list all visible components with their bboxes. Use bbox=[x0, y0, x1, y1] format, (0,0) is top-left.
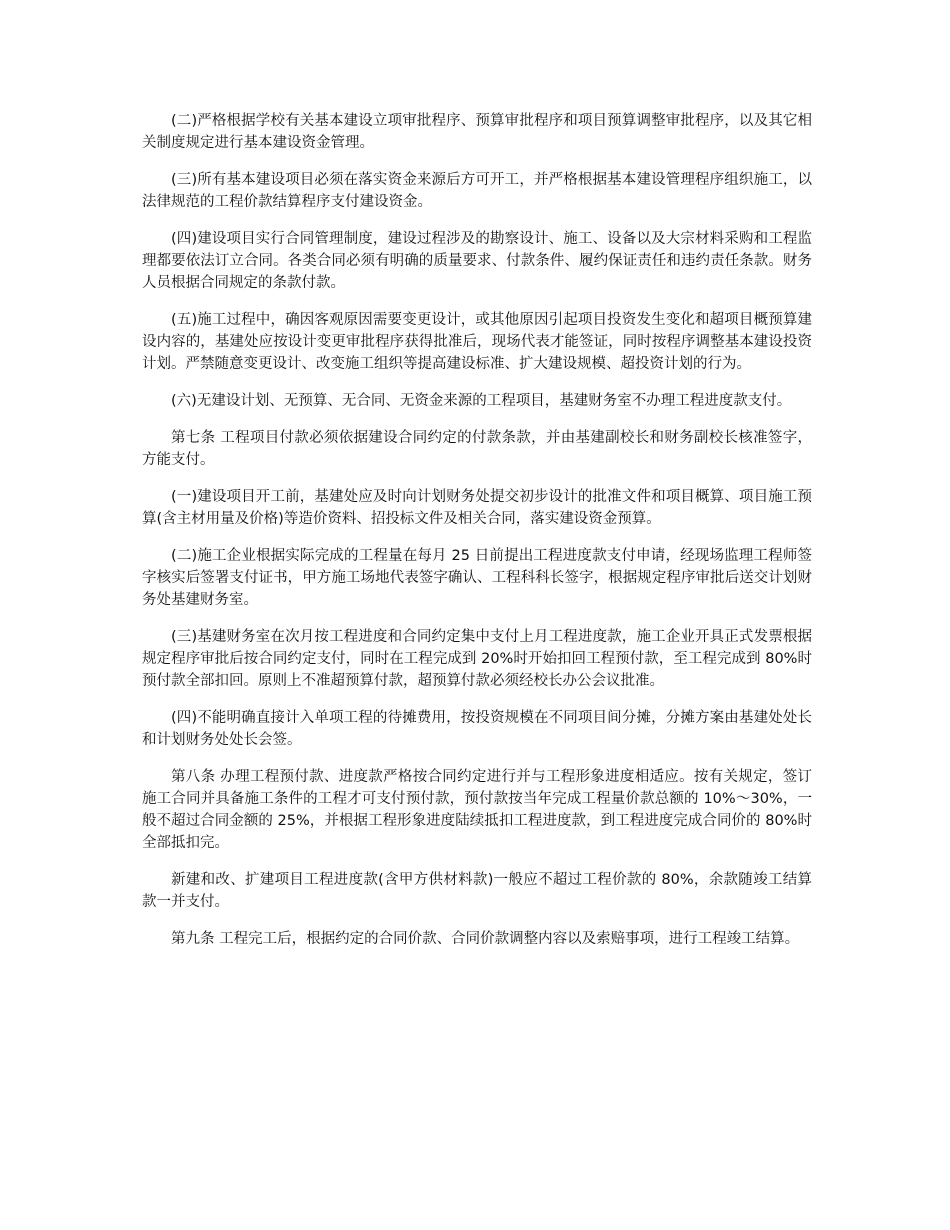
paragraph-article-9: 第九条 工程完工后，根据约定的合同价款、合同价款调整内容以及索赔事项，进行工程竣工结算。 bbox=[171, 931, 800, 947]
paragraph-progress-payment-limit: 新建和改、扩建项目工程进度款(含甲方供材料款)一般应不超过工程价款的 80%，余款随竣工结算款一并支付。 bbox=[142, 872, 812, 910]
paragraph-article-8: 第八条 办理工程预付款、进度款严格按合同约定进行并与工程形象进度相适应。按有关规定，签订施工合同并具备施工条件的工程才可支付预付款，预付款按当年完成工程量价款总额的 10%～30%，一般不超过合同金额的 25%，并根据工程形象进度陆续抵扣工程进度款，到工程进度完成合同价的 80%时全部抵扣完。 bbox=[142, 769, 812, 851]
paragraph-no-payment-conditions: (六)无建设计划、无预算、无合同、无资金来源的工程项目，基建财务室不办理工程进度款支付。 bbox=[171, 393, 792, 409]
paragraph-monthly-payment: (三)基建财务室在次月按工程进度和合同约定集中支付上月工程进度款，施工企业开具正式发票根据规定程序审批后按合同约定支付，同时在工程完成到 20%时开始扣回工程预付款，至工程完成到 80%时预付款全部扣回。原则上不准超预算付款，超预算付款必须经校长办公会议批准。 bbox=[142, 629, 812, 689]
paragraph-article-7: 第七条 工程项目付款必须依据建设合同约定的付款条款，并由基建副校长和财务副校长核准签字，方能支付。 bbox=[142, 430, 812, 468]
document-body bbox=[142, 110, 812, 965]
paragraph-cost-allocation: (四)不能明确直接计入单项工程的待摊费用，按投资规模在不同项目间分摊，分摊方案由基建处处长和计划财务处处长会签。 bbox=[142, 710, 812, 748]
paragraph-basic-construction-approval: (二)严格根据学校有关基本建设立项审批程序、预算审批程序和项目预算调整审批程序，以及其它相关制度规定进行基本建设资金管理。 bbox=[142, 113, 812, 151]
paragraph-funding-before-construction: (三)所有基本建设项目必须在落实资金来源后方可开工，并严格根据基本建设管理程序组织施工，以法律规范的工程价款结算程序支付建设资金。 bbox=[142, 172, 812, 210]
paragraph-progress-payment-application: (二)施工企业根据实际完成的工程量在每月 25 日前提出工程进度款支付申请，经现场监理工程师签字核实后签署支付证书，甲方施工场地代表签字确认、工程科科长签字，根据规定程序审批后送交计划财务处基建财务室。 bbox=[142, 548, 812, 608]
paragraph-design-change: (五)施工过程中，确因客观原因需要变更设计，或其他原因引起项目投资发生变化和超项目概预算建设内容的，基建处应按设计变更审批程序获得批准后，现场代表才能签证，同时按程序调整基本建设投资计划。严禁随意变更设计、改变施工组织等提高建设标准、扩大建设规模、超投资计划的行为。 bbox=[142, 312, 812, 372]
paragraph-contract-management: (四)建设项目实行合同管理制度，建设过程涉及的勘察设计、施工、设备以及大宗材料采购和工程监理都要依法订立合同。各类合同必须有明确的质量要求、付款条件、履约保证责任和违约责任条款。财务人员根据合同规定的条款付款。 bbox=[142, 231, 812, 291]
paragraph-pre-construction-documents: (一)建设项目开工前，基建处应及时向计划财务处提交初步设计的批准文件和项目概算、项目施工预算(含主材用量及价格)等造价资料、招投标文件及相关合同，落实建设资金预算。 bbox=[142, 489, 812, 527]
